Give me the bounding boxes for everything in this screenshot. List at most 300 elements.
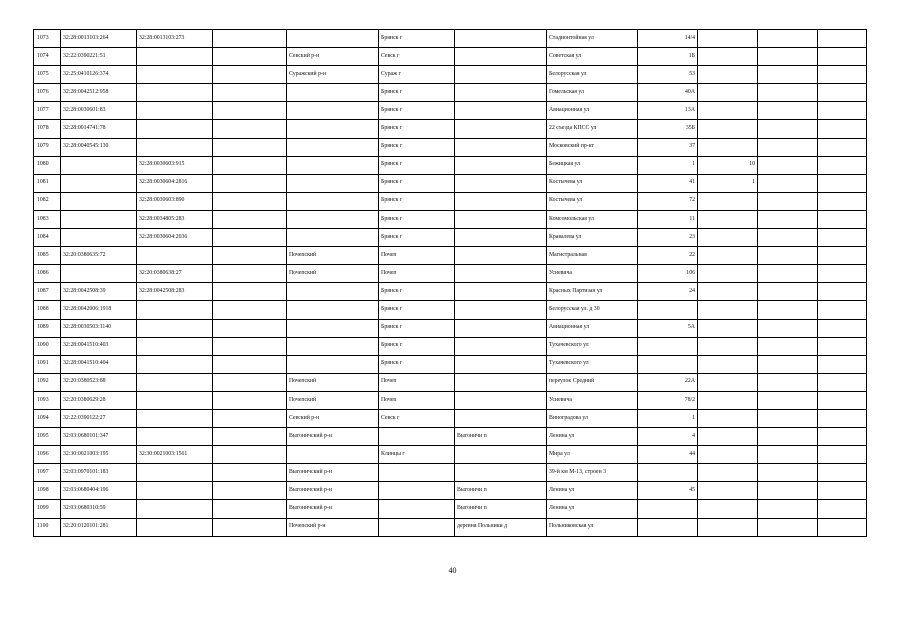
row-number-cell: 1080 bbox=[34, 156, 61, 174]
settlement-cell bbox=[455, 120, 547, 138]
town-cell: Почеп bbox=[379, 391, 455, 409]
row-number-cell: 1096 bbox=[34, 446, 61, 464]
empty-cell bbox=[818, 391, 867, 409]
room-cell bbox=[698, 464, 758, 482]
table-row bbox=[34, 120, 867, 138]
empty-cell bbox=[758, 283, 818, 301]
room-cell bbox=[698, 210, 758, 228]
settlement-cell bbox=[455, 247, 547, 265]
room-cell bbox=[698, 373, 758, 391]
empty-cell bbox=[818, 156, 867, 174]
town-cell: Брянск г bbox=[379, 156, 455, 174]
empty-cell bbox=[213, 66, 287, 84]
settlement-cell bbox=[455, 66, 547, 84]
empty-cell bbox=[213, 409, 287, 427]
empty-cell bbox=[818, 482, 867, 500]
district-cell: Севский р-н bbox=[287, 409, 379, 427]
house-number-cell: 106 bbox=[638, 265, 698, 283]
row-number-cell: 1097 bbox=[34, 464, 61, 482]
district-cell bbox=[287, 156, 379, 174]
town-cell: Брянск г bbox=[379, 120, 455, 138]
town-cell: Брянск г bbox=[379, 319, 455, 337]
room-cell bbox=[698, 355, 758, 373]
row-number-cell: 1073 bbox=[34, 30, 61, 48]
row-number-cell: 1092 bbox=[34, 373, 61, 391]
table-row bbox=[34, 102, 867, 120]
house-number-cell: 53 bbox=[638, 66, 698, 84]
room-cell bbox=[698, 428, 758, 446]
house-number-cell: 24 bbox=[638, 283, 698, 301]
street-cell: переулок Средний bbox=[547, 373, 638, 391]
town-cell: Севск г bbox=[379, 409, 455, 427]
table-row bbox=[34, 319, 867, 337]
empty-cell bbox=[758, 247, 818, 265]
district-cell: Выгоничский р-н bbox=[287, 428, 379, 446]
table-row bbox=[34, 464, 867, 482]
district-cell bbox=[287, 192, 379, 210]
building-cadastral-number-cell bbox=[137, 482, 213, 500]
house-number-cell: 23 bbox=[638, 229, 698, 247]
house-number-cell bbox=[638, 500, 698, 518]
cadastral-number-cell: 32:28:0030503:1140 bbox=[61, 319, 137, 337]
empty-cell bbox=[758, 428, 818, 446]
table-row bbox=[34, 500, 867, 518]
street-cell: Авиационная ул bbox=[547, 319, 638, 337]
empty-cell bbox=[213, 30, 287, 48]
empty-cell bbox=[818, 30, 867, 48]
house-number-cell bbox=[638, 301, 698, 319]
building-cadastral-number-cell bbox=[137, 48, 213, 66]
empty-cell bbox=[213, 464, 287, 482]
building-cadastral-number-cell bbox=[137, 409, 213, 427]
empty-cell bbox=[758, 391, 818, 409]
empty-cell bbox=[758, 138, 818, 156]
house-number-cell: 1 bbox=[638, 156, 698, 174]
house-number-cell: 14/4 bbox=[638, 30, 698, 48]
street-cell: Московский пр-кт bbox=[547, 138, 638, 156]
room-cell bbox=[698, 500, 758, 518]
table-row bbox=[34, 355, 867, 373]
district-cell: Севский р-н bbox=[287, 48, 379, 66]
cadastral-number-cell: 32:03:0680310:59 bbox=[61, 500, 137, 518]
empty-cell bbox=[213, 319, 287, 337]
empty-cell bbox=[758, 120, 818, 138]
cadastral-number-cell: 32:25:0410126:374 bbox=[61, 66, 137, 84]
settlement-cell bbox=[455, 337, 547, 355]
table-row bbox=[34, 48, 867, 66]
house-number-cell bbox=[638, 337, 698, 355]
building-cadastral-number-cell bbox=[137, 500, 213, 518]
street-cell: Усиевича bbox=[547, 265, 638, 283]
row-number-cell: 1090 bbox=[34, 337, 61, 355]
empty-cell bbox=[818, 464, 867, 482]
room-cell bbox=[698, 301, 758, 319]
building-cadastral-number-cell: 32:28:0030603:890 bbox=[137, 192, 213, 210]
table-row bbox=[34, 409, 867, 427]
empty-cell bbox=[818, 301, 867, 319]
empty-cell bbox=[213, 138, 287, 156]
building-cadastral-number-cell bbox=[137, 518, 213, 536]
empty-cell bbox=[758, 48, 818, 66]
table-row bbox=[34, 518, 867, 536]
street-cell: Кравалева ул bbox=[547, 229, 638, 247]
settlement-cell: деревня Польники д bbox=[455, 518, 547, 536]
cadastral-number-cell: 32:28:0042512:958 bbox=[61, 84, 137, 102]
table-row bbox=[34, 301, 867, 319]
building-cadastral-number-cell bbox=[137, 391, 213, 409]
row-number-cell: 1074 bbox=[34, 48, 61, 66]
cadastral-number-cell: 32:28:0013103:264 bbox=[61, 30, 137, 48]
room-cell: 1 bbox=[698, 174, 758, 192]
town-cell: Брянск г bbox=[379, 283, 455, 301]
house-number-cell: 5А bbox=[638, 319, 698, 337]
house-number-cell: 4 bbox=[638, 428, 698, 446]
street-cell: 22 съезда КПСС ул bbox=[547, 120, 638, 138]
settlement-cell bbox=[455, 229, 547, 247]
district-cell bbox=[287, 337, 379, 355]
row-number-cell: 1085 bbox=[34, 247, 61, 265]
room-cell bbox=[698, 48, 758, 66]
empty-cell bbox=[818, 192, 867, 210]
district-cell bbox=[287, 120, 379, 138]
empty-cell bbox=[213, 391, 287, 409]
empty-cell bbox=[818, 283, 867, 301]
registry-table bbox=[33, 29, 867, 537]
room-cell bbox=[698, 446, 758, 464]
town-cell: Брянск г bbox=[379, 229, 455, 247]
room-cell bbox=[698, 138, 758, 156]
town-cell: Брянск г bbox=[379, 30, 455, 48]
settlement-cell: Выгоничи п bbox=[455, 482, 547, 500]
empty-cell bbox=[818, 120, 867, 138]
street-cell: Авиационная ул bbox=[547, 102, 638, 120]
town-cell: Клинцы г bbox=[379, 446, 455, 464]
district-cell bbox=[287, 446, 379, 464]
building-cadastral-number-cell bbox=[137, 84, 213, 102]
district-cell bbox=[287, 283, 379, 301]
empty-cell bbox=[818, 518, 867, 536]
district-cell bbox=[287, 355, 379, 373]
town-cell: Почеп bbox=[379, 247, 455, 265]
empty-cell bbox=[758, 229, 818, 247]
house-number-cell: 22А bbox=[638, 373, 698, 391]
row-number-cell: 1079 bbox=[34, 138, 61, 156]
cadastral-number-cell: 32:20:0380523:88 bbox=[61, 373, 137, 391]
cadastral-number-cell: 32:20:0120101:281 bbox=[61, 518, 137, 536]
cadastral-number-cell bbox=[61, 156, 137, 174]
district-cell: Выгоничский р-н bbox=[287, 500, 379, 518]
cadastral-number-cell: 32:22:0390122:27 bbox=[61, 409, 137, 427]
building-cadastral-number-cell bbox=[137, 337, 213, 355]
empty-cell bbox=[213, 120, 287, 138]
empty-cell bbox=[213, 337, 287, 355]
empty-cell bbox=[818, 138, 867, 156]
row-number-cell: 1094 bbox=[34, 409, 61, 427]
district-cell bbox=[287, 30, 379, 48]
district-cell bbox=[287, 301, 379, 319]
room-cell bbox=[698, 30, 758, 48]
town-cell: Брянск г bbox=[379, 84, 455, 102]
table-row bbox=[34, 156, 867, 174]
empty-cell bbox=[758, 337, 818, 355]
empty-cell bbox=[818, 48, 867, 66]
empty-cell bbox=[213, 84, 287, 102]
building-cadastral-number-cell bbox=[137, 301, 213, 319]
cadastral-number-cell: 32:28:0014741:78 bbox=[61, 120, 137, 138]
building-cadastral-number-cell bbox=[137, 355, 213, 373]
house-number-cell: 44 bbox=[638, 446, 698, 464]
room-cell bbox=[698, 192, 758, 210]
empty-cell bbox=[818, 446, 867, 464]
table-row bbox=[34, 391, 867, 409]
town-cell: Брянск г bbox=[379, 192, 455, 210]
empty-cell bbox=[758, 409, 818, 427]
street-cell: Бежицкая ул bbox=[547, 156, 638, 174]
empty-cell bbox=[758, 446, 818, 464]
house-number-cell: 1Б bbox=[638, 48, 698, 66]
settlement-cell bbox=[455, 301, 547, 319]
empty-cell bbox=[758, 355, 818, 373]
building-cadastral-number-cell: 32:28:0030603:915 bbox=[137, 156, 213, 174]
empty-cell bbox=[818, 355, 867, 373]
town-cell bbox=[379, 500, 455, 518]
district-cell bbox=[287, 84, 379, 102]
row-number-cell: 1099 bbox=[34, 500, 61, 518]
cadastral-number-cell bbox=[61, 192, 137, 210]
row-number-cell: 1075 bbox=[34, 66, 61, 84]
house-number-cell: 40А bbox=[638, 84, 698, 102]
room-cell bbox=[698, 66, 758, 84]
empty-cell bbox=[213, 210, 287, 228]
street-cell: Костычева ул bbox=[547, 192, 638, 210]
building-cadastral-number-cell bbox=[137, 373, 213, 391]
house-number-cell: 1 bbox=[638, 409, 698, 427]
empty-cell bbox=[818, 265, 867, 283]
empty-cell bbox=[758, 66, 818, 84]
building-cadastral-number-cell: 32:30:0021003:1561 bbox=[137, 446, 213, 464]
empty-cell bbox=[818, 373, 867, 391]
empty-cell bbox=[818, 66, 867, 84]
building-cadastral-number-cell: 32:28:0042508:283 bbox=[137, 283, 213, 301]
table-row bbox=[34, 138, 867, 156]
cadastral-number-cell: 32:03:0680101:347 bbox=[61, 428, 137, 446]
town-cell: Брянск г bbox=[379, 138, 455, 156]
empty-cell bbox=[818, 409, 867, 427]
empty-cell bbox=[818, 337, 867, 355]
cadastral-number-cell: 32:22:0390221:51 bbox=[61, 48, 137, 66]
district-cell: Выгоничский р-н bbox=[287, 464, 379, 482]
town-cell: Севск г bbox=[379, 48, 455, 66]
district-cell: Суражский р-н bbox=[287, 66, 379, 84]
cadastral-number-cell: 32:03:0970101:183 bbox=[61, 464, 137, 482]
district-cell: Почепский bbox=[287, 391, 379, 409]
table-row bbox=[34, 84, 867, 102]
room-cell bbox=[698, 518, 758, 536]
row-number-cell: 1098 bbox=[34, 482, 61, 500]
row-number-cell: 1078 bbox=[34, 120, 61, 138]
empty-cell bbox=[213, 265, 287, 283]
empty-cell bbox=[213, 355, 287, 373]
settlement-cell bbox=[455, 355, 547, 373]
empty-cell bbox=[213, 192, 287, 210]
town-cell bbox=[379, 464, 455, 482]
row-number-cell: 1095 bbox=[34, 428, 61, 446]
settlement-cell bbox=[455, 265, 547, 283]
empty-cell bbox=[758, 301, 818, 319]
settlement-cell bbox=[455, 156, 547, 174]
row-number-cell: 1093 bbox=[34, 391, 61, 409]
empty-cell bbox=[818, 428, 867, 446]
room-cell bbox=[698, 391, 758, 409]
cadastral-number-cell: 32:20:0380635:72 bbox=[61, 247, 137, 265]
empty-cell bbox=[213, 373, 287, 391]
town-cell: Брянск г bbox=[379, 102, 455, 120]
row-number-cell: 1086 bbox=[34, 265, 61, 283]
room-cell bbox=[698, 102, 758, 120]
building-cadastral-number-cell bbox=[137, 428, 213, 446]
district-cell bbox=[287, 210, 379, 228]
empty-cell bbox=[818, 174, 867, 192]
district-cell: Почепский р-н bbox=[287, 518, 379, 536]
settlement-cell bbox=[455, 102, 547, 120]
cadastral-number-cell: 32:30:0021003:195 bbox=[61, 446, 137, 464]
table-row bbox=[34, 192, 867, 210]
empty-cell bbox=[758, 518, 818, 536]
street-cell: Мира ул bbox=[547, 446, 638, 464]
empty-cell bbox=[213, 482, 287, 500]
building-cadastral-number-cell bbox=[137, 319, 213, 337]
empty-cell bbox=[758, 30, 818, 48]
building-cadastral-number-cell bbox=[137, 66, 213, 84]
district-cell bbox=[287, 138, 379, 156]
street-cell: Усиевича bbox=[547, 391, 638, 409]
empty-cell bbox=[758, 319, 818, 337]
row-number-cell: 1091 bbox=[34, 355, 61, 373]
house-number-cell: 72 bbox=[638, 192, 698, 210]
street-cell: Польниковская ул bbox=[547, 518, 638, 536]
empty-cell bbox=[213, 500, 287, 518]
house-number-cell: 37 bbox=[638, 138, 698, 156]
settlement-cell bbox=[455, 464, 547, 482]
empty-cell bbox=[758, 464, 818, 482]
settlement-cell: Выгоничи п bbox=[455, 428, 547, 446]
table-row bbox=[34, 66, 867, 84]
cadastral-number-cell bbox=[61, 265, 137, 283]
house-number-cell: 22 bbox=[638, 247, 698, 265]
street-cell: Комсомольская ул bbox=[547, 210, 638, 228]
street-cell: Белорусская ул bbox=[547, 66, 638, 84]
table-row bbox=[34, 446, 867, 464]
row-number-cell: 1084 bbox=[34, 229, 61, 247]
settlement-cell: Выгоничи п bbox=[455, 500, 547, 518]
empty-cell bbox=[213, 48, 287, 66]
empty-cell bbox=[213, 518, 287, 536]
cadastral-number-cell: 32:20:0380629:28 bbox=[61, 391, 137, 409]
settlement-cell bbox=[455, 138, 547, 156]
district-cell: Почепский bbox=[287, 247, 379, 265]
town-cell: Брянск г bbox=[379, 355, 455, 373]
settlement-cell bbox=[455, 84, 547, 102]
table-body bbox=[34, 30, 867, 537]
empty-cell bbox=[818, 500, 867, 518]
room-cell bbox=[698, 283, 758, 301]
table-row bbox=[34, 229, 867, 247]
street-cell: Стадионтойная ул bbox=[547, 30, 638, 48]
building-cadastral-number-cell bbox=[137, 120, 213, 138]
house-number-cell bbox=[638, 355, 698, 373]
row-number-cell: 1087 bbox=[34, 283, 61, 301]
cadastral-number-cell: 32:28:0042006:1918 bbox=[61, 301, 137, 319]
row-number-cell: 1082 bbox=[34, 192, 61, 210]
district-cell bbox=[287, 319, 379, 337]
row-number-cell: 1089 bbox=[34, 319, 61, 337]
street-cell: Белорусская ул. д 30 bbox=[547, 301, 638, 319]
empty-cell bbox=[758, 482, 818, 500]
empty-cell bbox=[213, 428, 287, 446]
empty-cell bbox=[213, 446, 287, 464]
room-cell bbox=[698, 337, 758, 355]
house-number-cell bbox=[638, 464, 698, 482]
empty-cell bbox=[213, 247, 287, 265]
cadastral-number-cell bbox=[61, 210, 137, 228]
room-cell bbox=[698, 482, 758, 500]
town-cell bbox=[379, 482, 455, 500]
town-cell bbox=[379, 428, 455, 446]
street-cell: Красных Партизан ул bbox=[547, 283, 638, 301]
building-cadastral-number-cell bbox=[137, 247, 213, 265]
cadastral-number-cell bbox=[61, 229, 137, 247]
settlement-cell bbox=[455, 48, 547, 66]
empty-cell bbox=[758, 373, 818, 391]
settlement-cell bbox=[455, 391, 547, 409]
empty-cell bbox=[758, 156, 818, 174]
empty-cell bbox=[818, 210, 867, 228]
building-cadastral-number-cell: 32:28:0030604:2036 bbox=[137, 229, 213, 247]
street-cell: Магистральная bbox=[547, 247, 638, 265]
row-number-cell: 1077 bbox=[34, 102, 61, 120]
town-cell: Брянск г bbox=[379, 210, 455, 228]
street-cell: Гомельская ул bbox=[547, 84, 638, 102]
house-number-cell: 35Б bbox=[638, 120, 698, 138]
street-cell: 39-й км М-13, строен 3 bbox=[547, 464, 638, 482]
house-number-cell: 11 bbox=[638, 210, 698, 228]
town-cell: Сураж г bbox=[379, 66, 455, 84]
house-number-cell: 45 bbox=[638, 482, 698, 500]
empty-cell bbox=[818, 229, 867, 247]
house-number-cell: 78/2 bbox=[638, 391, 698, 409]
empty-cell bbox=[758, 102, 818, 120]
table-row bbox=[34, 428, 867, 446]
district-cell bbox=[287, 174, 379, 192]
district-cell: Почепский bbox=[287, 265, 379, 283]
settlement-cell bbox=[455, 446, 547, 464]
room-cell bbox=[698, 409, 758, 427]
settlement-cell bbox=[455, 319, 547, 337]
empty-cell bbox=[818, 102, 867, 120]
empty-cell bbox=[758, 84, 818, 102]
street-cell: Ленина ул bbox=[547, 428, 638, 446]
settlement-cell bbox=[455, 210, 547, 228]
street-cell: Костычева ул bbox=[547, 174, 638, 192]
street-cell: Советская ул bbox=[547, 48, 638, 66]
room-cell bbox=[698, 229, 758, 247]
building-cadastral-number-cell bbox=[137, 464, 213, 482]
building-cadastral-number-cell: 32:20:0380638:27 bbox=[137, 265, 213, 283]
table-row bbox=[34, 337, 867, 355]
street-cell: Ленина ул bbox=[547, 500, 638, 518]
empty-cell bbox=[213, 283, 287, 301]
room-cell bbox=[698, 84, 758, 102]
